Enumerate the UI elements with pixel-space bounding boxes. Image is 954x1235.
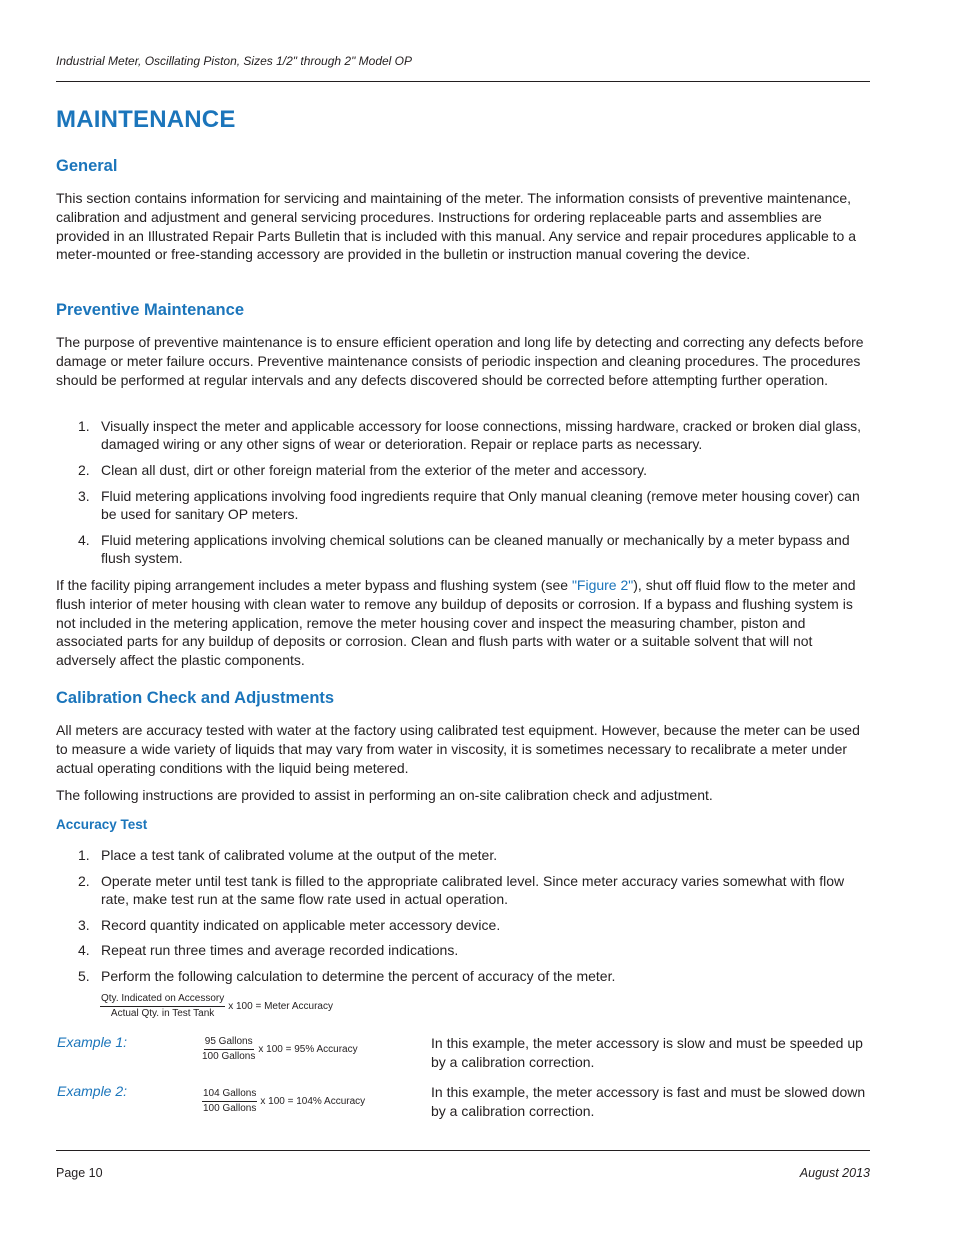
step-text: Fluid metering applications involving food ingredients require that Only manual cleaning (remove meter housing cover) can be used for sanitary OP meters. xyxy=(101,487,860,522)
step-text: Fluid metering applications involving chemical solutions can be cleaned manually or mechanically by a meter bypass and flush system. xyxy=(101,531,850,566)
step-text: Clean all dust, dirt or other foreign material from the exterior of the meter and accessory. xyxy=(101,461,647,478)
formula-numerator: 104 Gallons xyxy=(202,1088,257,1102)
publication-date: August 2013 xyxy=(799,1166,870,1180)
example-2-formula xyxy=(202,1088,365,1115)
bypass-text-after: ), shut off fluid flow to the meter and flush interior of meter housing with clean water to remove any buildup of deposits or corrosion. If a bypass and flushing system is not included in the metering application, remove the meter housing cover and inspect the measuring chamber, piston and associated parts for any buildup of deposits or corrosion. Clean and flush parts with water or a suitable solvent that will not adversely affect the plastic components. xyxy=(56,577,856,669)
step-number: 4. xyxy=(78,942,90,959)
bypass-text-before: If the facility piping arrangement includes a meter bypass and flushing system (see xyxy=(56,577,572,593)
step-text: Record quantity indicated on applicable meter accessory device. xyxy=(101,916,501,933)
step-text: Perform the following calculation to determine the percent of accuracy of the meter. xyxy=(101,968,616,985)
formula-fraction xyxy=(202,1088,257,1115)
formula-numerator: 95 Gallons xyxy=(204,1036,254,1050)
example-2-label: Example 2: xyxy=(57,1083,128,1099)
calibration-paragraph-1: All meters are accuracy tested with water at the factory using calibrated test equipment. However, because the meter can be used to measure a wide variety of liquids that may vary from water in viscosity, it is sometimes necessary to recalibrate a meter under actual operating conditions with the liquid being metered. xyxy=(56,722,860,776)
preventive-steps xyxy=(56,417,872,574)
accuracy-test-heading: Accuracy Test xyxy=(56,817,148,832)
list-item xyxy=(56,967,872,985)
step-text: Operate meter until test tank is filled to the appropriate calibrated level. Since meter accuracy varies somewhat with flow rate, make test run at the same flow rate used in actual operation. xyxy=(101,872,845,907)
formula-fraction xyxy=(202,1036,255,1063)
preventive-paragraph: The purpose of preventive maintenance is to ensure efficient operation and long life by detecting and correcting any defects before damage or meter failure occurs. Preventive maintenance consists of periodic inspection and cleaning procedures. The procedures should be performed at regular intervals and any defects discovered should be corrected before attempting further operation. xyxy=(56,334,864,388)
formula-multiplier: x 100 = 104% Accuracy xyxy=(260,1096,366,1107)
step-number: 2. xyxy=(78,872,90,889)
step-number: 5. xyxy=(78,968,90,985)
header-rule xyxy=(56,81,870,82)
step-text: Place a test tank of calibrated volume at the output of the meter. xyxy=(101,847,498,863)
formula-numerator: Qty. Indicated on Accessory xyxy=(100,993,225,1007)
step-number: 1. xyxy=(78,418,90,434)
list-item xyxy=(56,487,872,523)
bypass-paragraph xyxy=(56,576,872,670)
list-item xyxy=(56,872,872,908)
footer-rule xyxy=(56,1150,870,1151)
general-heading: General xyxy=(56,157,118,175)
example-1-text: In this example, the meter accessory is slow and must be speeded up by a calibration correction. xyxy=(431,1035,863,1070)
formula-denominator: Actual Qty. in Test Tank xyxy=(110,1008,215,1019)
general-paragraph: This section contains information for servicing and maintaining of the meter. The information consists of preventive maintenance, calibration and adjustment and general servicing procedures. Instructions for ordering replaceable parts and assemblies are provided in an Illustrated Repair Parts Bulletin that is included with this manual. Any service and repair procedures applicable to a meter-mounted or free-standing accessory are provided in the bulletin or instruction manual covering the device. xyxy=(56,190,856,263)
formula-denominator: 100 Gallons xyxy=(202,1051,256,1062)
example-1-formula xyxy=(202,1036,358,1063)
step-text: Visually inspect the meter and applicable accessory for loose connections, missing hardware, cracked or broken dial glass, damaged wiring or any other signs of wear or deterioration. Repair or replace parts as necessary. xyxy=(101,418,862,453)
example-2-text: In this example, the meter accessory is fast and must be slowed down by a calibration correction. xyxy=(431,1084,866,1119)
calibration-heading: Calibration Check and Adjustments xyxy=(56,689,335,707)
page-number: Page 10 xyxy=(56,1166,103,1180)
list-item xyxy=(56,417,872,453)
accuracy-formula xyxy=(100,993,333,1020)
preventive-heading: Preventive Maintenance xyxy=(56,301,244,319)
formula-fraction xyxy=(100,993,225,1020)
accuracy-steps xyxy=(56,846,872,993)
list-item xyxy=(56,461,872,479)
example-1-label: Example 1: xyxy=(57,1034,128,1050)
page-title: MAINTENANCE xyxy=(56,106,236,133)
step-number: 1. xyxy=(78,847,90,863)
running-header: Industrial Meter, Oscillating Piston, Sizes 1/2" through 2" Model OP xyxy=(56,54,413,68)
formula-multiplier: x 100 = Meter Accuracy xyxy=(228,1001,333,1012)
list-item xyxy=(56,846,872,864)
step-number: 3. xyxy=(78,487,90,504)
list-item xyxy=(56,916,872,934)
list-item xyxy=(56,941,872,959)
formula-multiplier: x 100 = 95% Accuracy xyxy=(258,1044,358,1055)
step-number: 2. xyxy=(78,461,90,478)
step-number: 3. xyxy=(78,916,90,933)
formula-denominator: 100 Gallons xyxy=(203,1103,257,1114)
step-text: Repeat run three times and average recorded indications. xyxy=(101,942,459,959)
list-item xyxy=(56,531,872,567)
step-number: 4. xyxy=(78,531,90,548)
calibration-paragraph-2: The following instructions are provided to assist in performing an on-site calibration check and adjustment. xyxy=(56,787,713,803)
figure-2-link[interactable]: "Figure 2" xyxy=(571,577,634,593)
